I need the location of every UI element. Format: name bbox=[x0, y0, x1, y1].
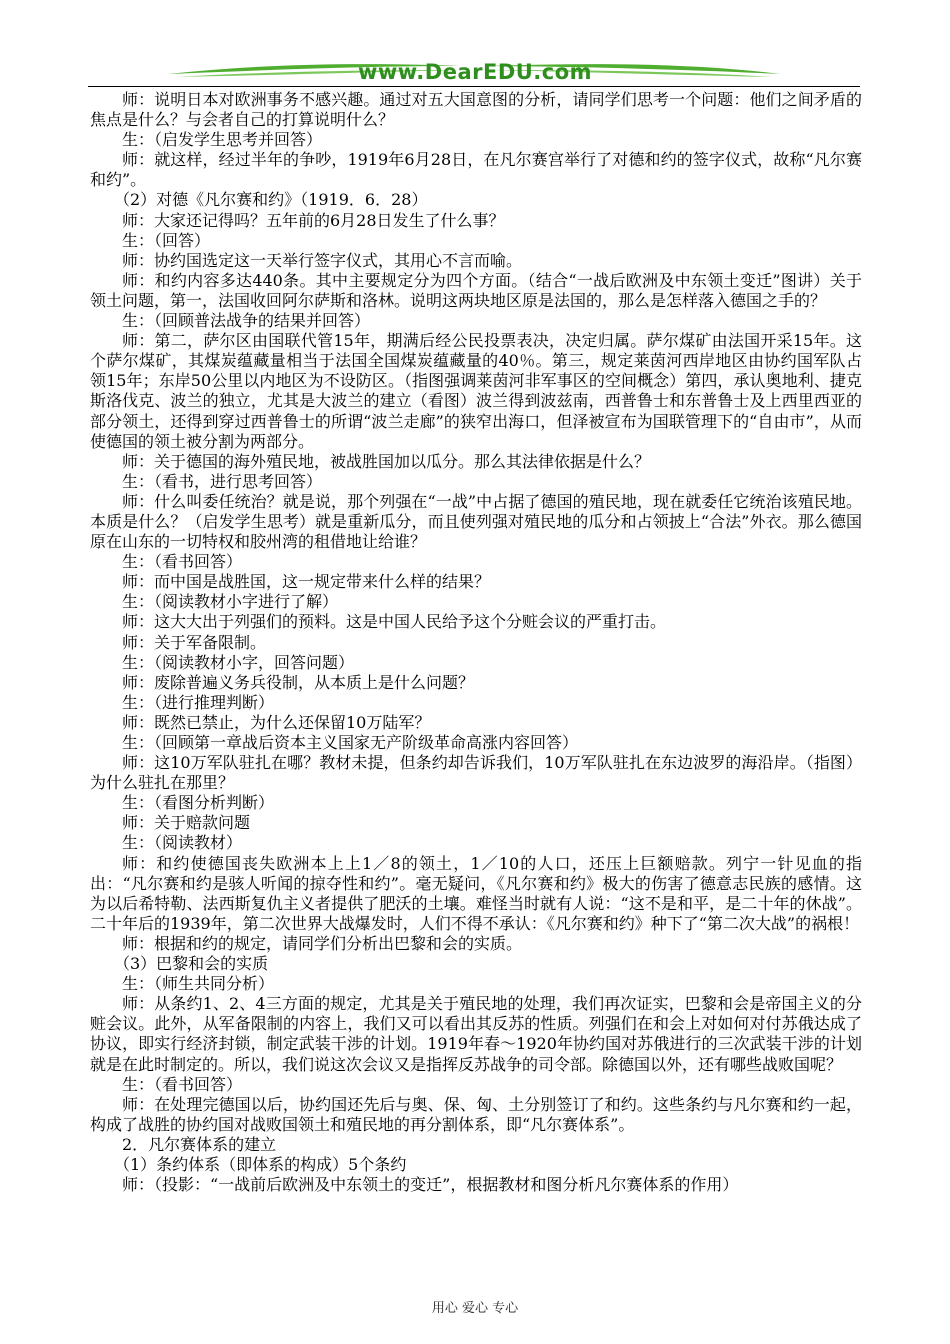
header-rule bbox=[88, 86, 860, 87]
paragraph: 师：而中国是战胜国，这一规定带来什么样的结果？ bbox=[122, 572, 491, 592]
section-heading: （1）条约体系（即体系的构成）5个条约 bbox=[114, 1154, 407, 1174]
paragraph: 师：就这样，经过半年的争吵，1919年6月28日，在凡尔赛宫举行了对德和约的签字仪式，故称“凡尔赛和约”。 bbox=[90, 150, 862, 190]
paragraph: 生：（回顾普法战争的结果并回答） bbox=[122, 311, 371, 331]
paragraph: 师：协约国选定这一天举行签字仪式，其用心不言而喻。 bbox=[122, 250, 523, 270]
paragraph: 师：从条约1、2、4三方面的规定，尤其是关于殖民地的处理，我们再次证实，巴黎和会是帝国主义的分赃会议。此外，从军备限制的内容上，我们又可以看出其反苏的性质。列强们在和会上对如何对付苏俄达成了协议，即实行经济封锁，制定武装干涉的计划。1919年春～1920年协约国对苏俄进行的三次武装干涉的计划就是在此时制定的。所以，我们说这次会议又是指挥反苏战争的司令部。除德国以外，还有哪些战败国呢？ bbox=[90, 994, 862, 1074]
paragraph: 生：（看书回答） bbox=[122, 552, 243, 572]
section-heading: 2．凡尔赛体系的建立 bbox=[122, 1134, 277, 1154]
section-heading: （2）对德《凡尔赛和约》（1919．6．28） bbox=[114, 190, 428, 210]
paragraph: 生：（阅读教材） bbox=[122, 833, 243, 853]
paragraph: 师：大家还记得吗？五年前的6月28日发生了什么事？ bbox=[122, 210, 505, 230]
site-logo-text: www.DearEDU.com bbox=[357, 60, 593, 84]
paragraph: 生：（看书回答） bbox=[122, 1074, 243, 1094]
paragraph: 师：关于赔款问题 bbox=[122, 813, 251, 833]
section-heading: （3）巴黎和会的实质 bbox=[114, 954, 269, 974]
paragraph: 师：和约内容多达440条。其中主要规定分为四个方面。（结合“一战后欧洲及中东领土变迁”图讲）关于领土问题，第一，法国收回阿尔萨斯和洛林。说明这两块地区原是法国的，那么是怎样落入德国之手的？ bbox=[90, 270, 862, 310]
paragraph: 师：在处理完德国以后，协约国还先后与奥、保、匈、土分别签订了和约。这些条约与凡尔赛和约一起，构成了战胜的协约国对战败国领土和殖民地的再分割体系，即“凡尔赛体系”。 bbox=[90, 1094, 862, 1134]
paragraph: 师：说明日本对欧洲事务不感兴趣。通过对五大国意图的分析，请同学们思考一个问题：他们之间矛盾的焦点是什么？与会者自己的打算说明什么？ bbox=[90, 90, 862, 130]
paragraph: 生：（进行推理判断） bbox=[122, 692, 275, 712]
paragraph: 生：（启发学生思考并回答） bbox=[122, 130, 323, 150]
paragraph: 师：既然已禁止，为什么还保留10万陆军？ bbox=[122, 712, 431, 732]
paragraph: 生：（回顾第一章战后资本主义国家无产阶级革命高涨内容回答） bbox=[122, 733, 579, 752]
paragraph: 生：（师生共同分析） bbox=[122, 974, 275, 994]
page-footer: 用心 爱心 专心 bbox=[431, 1301, 519, 1316]
paragraph: 师：和约使德国丧失欧洲本上上1／8的领土，1／10的人口，还压上巨额赔款。列宁一针见血的指出：“凡尔赛和约是骇人听闻的掠夺性和约”。毫无疑问，《凡尔赛和约》极大的伤害了德意志民族的感情。这为以后希特勒、法西斯复仇主义者提供了肥沃的土壤。难怪当时就有人说：“这不是和平，是二十年的休战”。二十年后的1939年，第二次世界大战爆发时，人们不得不承认：《凡尔赛和约》种下了“第二次大战”的祸根！ bbox=[90, 853, 862, 933]
paragraph: 师：第二，萨尔区由国联代管15年，期满后经公民投票表决，决定归属。萨尔煤矿由法国开采15年。这个萨尔煤矿，其煤炭蕴藏量相当于法国全国煤炭蕴藏量的40％。第三，规定莱茵河西岸地区由协约国军队占领15年；东岸50公里以内地区为不设防区。（指图强调莱茵河非军事区的空间概念）第四，承认奥地利、捷克斯洛伐克、波兰的独立，尤其是大波兰的建立（看图）波兰得到波兹南，西普鲁士和东普鲁士及上西里西亚的部分领土，还得到穿过西普鲁士的所谓“波兰走廊”的狭窄出海口，但泽被宣布为国联管理下的“自由市”，从而使德国的领土被分割为两部分。 bbox=[90, 331, 862, 451]
paragraph: 师：废除普遍义务兵役制，从本质上是什么问题？ bbox=[122, 672, 475, 692]
paragraph: 生：（回答） bbox=[122, 230, 211, 250]
document-body bbox=[90, 90, 862, 1195]
paragraph: 师：这大大出于列强们的预料。这是中国人民给予这个分赃会议的严重打击。 bbox=[122, 612, 667, 632]
paragraph: 师：（投影：“一战前后欧洲及中东领土的变迁”，根据教材和图分析凡尔赛体系的作用） bbox=[122, 1175, 739, 1195]
paragraph: 师：关于德国的海外殖民地，被战胜国加以瓜分。那么其法律依据是什么？ bbox=[122, 451, 651, 471]
paragraph: 师：关于军备限制。 bbox=[122, 632, 267, 652]
paragraph: 师：根据和约的规定，请同学们分析出巴黎和会的实质。 bbox=[122, 933, 523, 953]
paragraph: 生：（看图分析判断） bbox=[122, 793, 275, 813]
page-header bbox=[0, 0, 950, 96]
paragraph: 师：这10万军队驻扎在哪？教材未提，但条约却告诉我们，10万军队驻扎在东边波罗的海沿岸。（指图）为什么驻扎在那里？ bbox=[90, 753, 862, 793]
paragraph: 生：（看书，进行思考回答） bbox=[122, 471, 323, 491]
paragraph: 师：什么叫委任统治？就是说，那个列强在“一战”中占据了德国的殖民地，现在就委任它统治该殖民地。本质是什么？（启发学生思考）就是重新瓜分，而且使列强对殖民地的瓜分和占领披上“合法”外衣。那么德国原在山东的一切特权和胶州湾的租借地让给谁？ bbox=[90, 491, 862, 552]
paragraph: 生：（阅读教材小字进行了解） bbox=[122, 592, 339, 612]
paragraph: 生：（阅读教材小字，回答问题） bbox=[122, 652, 355, 672]
